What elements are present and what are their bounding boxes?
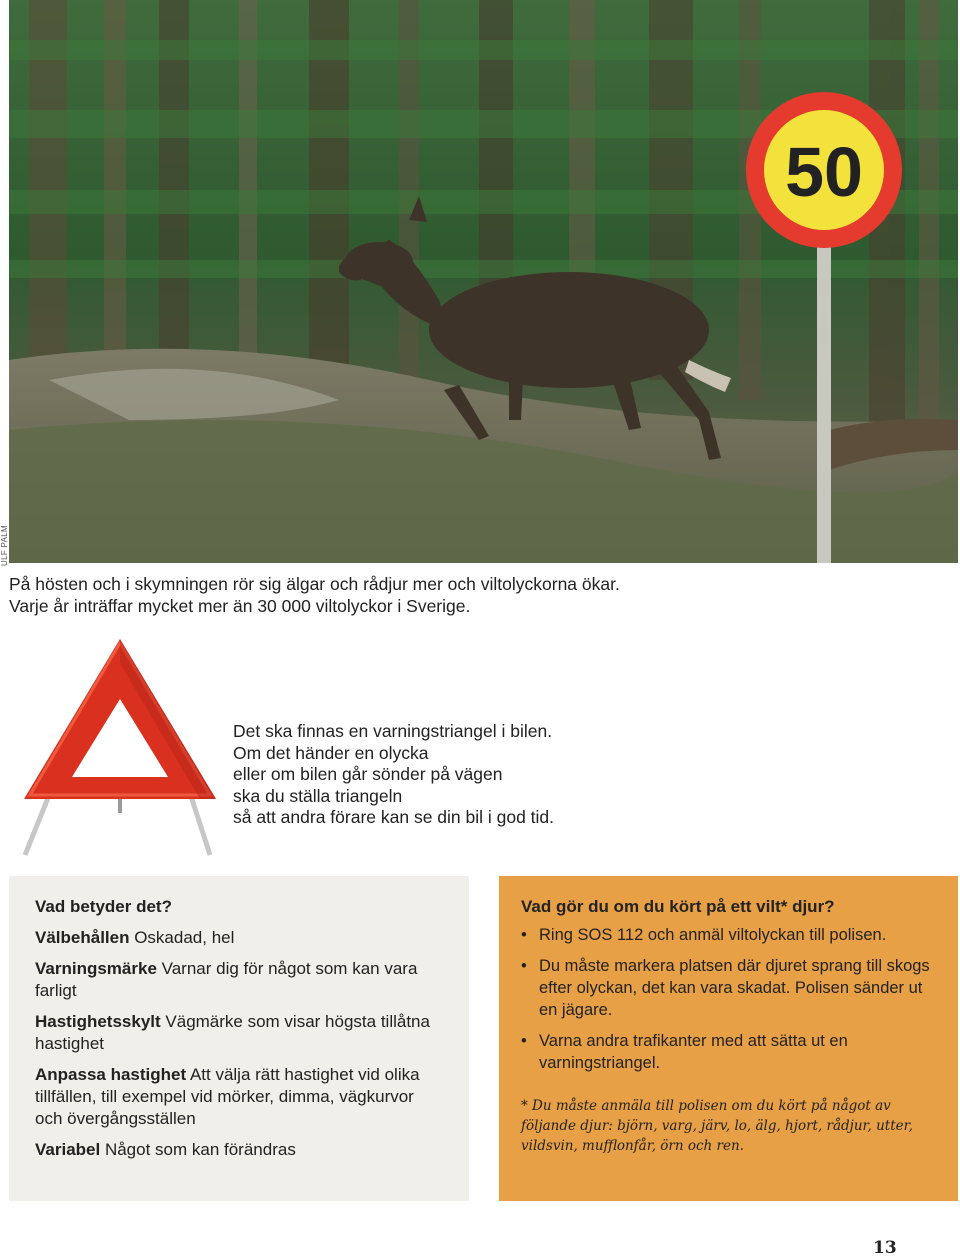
instructions-title: Vad gör du om du kört på ett vilt* djur?: [521, 897, 835, 916]
caption-line: Varje år inträffar mycket mer än 30 000 viltolyckor i Sverige.: [9, 596, 471, 616]
footnote: * Du måste anmäla till polisen om du kört på något av följande djur: björn, varg, järv, lo, älg, hjort, rådjur, utter, vildsvin, mufflonfår, örn och ren.: [521, 1098, 913, 1154]
photo-caption: [9, 573, 620, 617]
list-item: [521, 924, 936, 946]
glossary-entry: [35, 958, 443, 1002]
bullet-icon: •: [521, 957, 527, 975]
glossary-definition: Vägmärke som visar högsta tillåtna hastighet: [35, 1012, 430, 1053]
photo-credit-text: ULF PALM: [0, 525, 9, 566]
warning-triangle-image: [20, 633, 220, 858]
glossary-title: Vad betyder det?: [35, 897, 172, 916]
photo-credit: [0, 510, 14, 570]
page-number: 13: [873, 1238, 897, 1258]
glossary-box: [9, 876, 469, 1201]
glossary-term: Variabel: [35, 1140, 101, 1159]
list-item-text: Varna andra trafikanter med att sätta ut en varningstriangel.: [539, 1032, 848, 1072]
triangle-text-line: Det ska finnas en varningstriangel i bilen.: [233, 721, 553, 741]
glossary-definition: Varnar dig för något som kan vara farligt: [35, 959, 418, 1000]
glossary-term: Välbehållen: [35, 928, 130, 947]
triangle-text-line: Om det händer en olycka: [233, 742, 429, 763]
triangle-text-line: eller om bilen går sönder på vägen: [233, 764, 503, 785]
triangle-text-line: ska du ställa triangeln: [233, 785, 403, 806]
moose-photo: [9, 0, 958, 563]
list-item-text: Ring SOS 112 och anmäl viltolyckan till polisen.: [539, 926, 887, 944]
glossary-entry: [35, 1011, 443, 1055]
instructions-list: [521, 924, 936, 1074]
glossary-definition: Oskadad, hel: [129, 928, 235, 947]
glossary-entry: [35, 1064, 443, 1130]
glossary-entry: [35, 927, 443, 949]
speed-sign-text: 50: [785, 133, 863, 211]
glossary-definition: Att välja rätt hastighet vid olika tillfällen, till exempel vid mörker, dimma, vägkurvor och övergångsställen: [35, 1065, 420, 1128]
list-item-text: Du måste markera platsen där djuret sprang till skogs efter olyckan, det kan vara skadat. Polisen sänder ut en jägare.: [539, 957, 930, 1019]
bullet-icon: •: [521, 1032, 527, 1050]
triangle-text-line: så att andra förare kan se din bil i god tid.: [233, 807, 555, 828]
instructions-box: [499, 876, 958, 1201]
glossary-entry: [35, 1139, 443, 1161]
caption-line: På hösten och i skymningen rör sig älgar och rådjur mer och viltolyckorna ökar.: [9, 574, 620, 594]
glossary-definition: Något som kan förändras: [100, 1140, 296, 1159]
triangle-text: [233, 721, 554, 829]
list-item: [521, 1030, 936, 1074]
glossary-term: Hastighetsskylt: [35, 1012, 161, 1031]
glossary-term: Anpassa hastighet: [35, 1065, 187, 1084]
bullet-icon: •: [521, 926, 527, 944]
list-item: [521, 955, 936, 1021]
glossary-term: Varningsmärke: [35, 959, 157, 978]
